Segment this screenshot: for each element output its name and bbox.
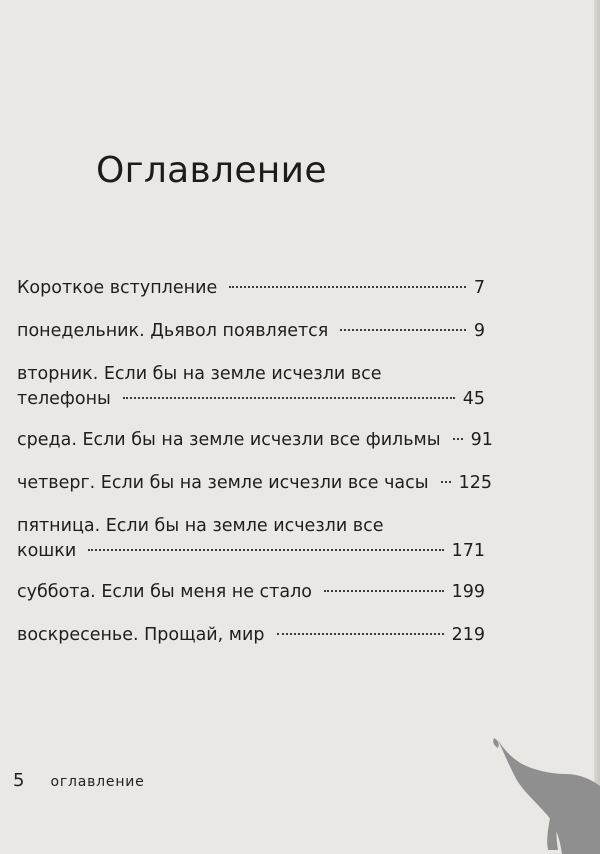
toc-entry-page: 91 xyxy=(470,430,493,450)
toc-entry-title: вторник. Если бы на земле исчезли все xyxy=(17,364,382,384)
dot-leader xyxy=(324,590,444,592)
toc-entry xyxy=(17,362,485,412)
toc-entry-title: пятница. Если бы на земле исчезли все xyxy=(17,516,384,536)
toc-entry-title-continuation: телефоны xyxy=(17,389,111,409)
toc-entry xyxy=(17,276,485,301)
toc-entry-page: 125 xyxy=(458,473,492,493)
toc-entry-page: 199 xyxy=(451,582,485,602)
toc-entry-title: воскресенье. Прощай, мир xyxy=(17,625,265,645)
table-of-contents xyxy=(17,276,493,666)
toc-entry-page: 171 xyxy=(451,541,485,561)
toc-entry xyxy=(17,428,493,453)
toc-entry-title-continuation: кошки xyxy=(17,541,77,561)
dot-leader xyxy=(277,633,444,635)
toc-entry-page: 219 xyxy=(451,625,485,645)
toc-entry-title: среда. Если бы на земле исчезли все фильмы xyxy=(17,430,441,450)
page-title: Оглавление xyxy=(96,150,327,191)
dot-leader xyxy=(340,329,466,331)
toc-entry xyxy=(17,580,485,605)
toc-entry xyxy=(17,471,492,496)
dot-leader xyxy=(88,549,443,551)
toc-entry-title: Короткое вступление xyxy=(17,278,218,298)
toc-entry-page: 7 xyxy=(473,278,485,298)
dot-leader xyxy=(229,286,466,288)
toc-entry xyxy=(17,319,485,344)
toc-entry-page: 45 xyxy=(462,389,485,409)
dot-leader xyxy=(453,438,463,440)
page-number: 5 xyxy=(13,770,25,791)
toc-entry-title: понедельник. Дьявол появляется xyxy=(17,321,329,341)
toc-entry-title: четверг. Если бы на земле исчезли все часы xyxy=(17,473,429,493)
cat-silhouette-icon xyxy=(484,726,600,854)
toc-entry xyxy=(17,514,485,564)
toc-entry-page: 9 xyxy=(473,321,485,341)
running-head: оглавление xyxy=(50,774,145,790)
toc-entry-title: суббота. Если бы меня не стало xyxy=(17,582,312,602)
toc-entry xyxy=(17,623,485,648)
page-footer xyxy=(13,770,145,791)
dot-leader xyxy=(123,397,455,399)
dot-leader xyxy=(441,481,451,483)
